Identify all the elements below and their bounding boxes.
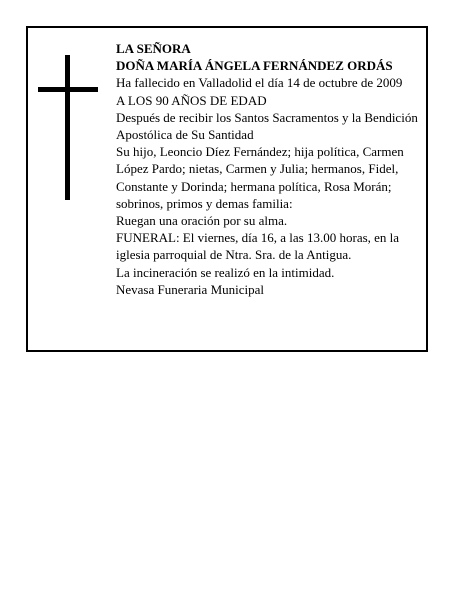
cross-vertical-bar xyxy=(65,55,70,200)
cross-horizontal-bar xyxy=(38,87,98,92)
prayer-request: Ruegan una oración por su alma. xyxy=(116,213,288,229)
funeral-home: Nevasa Funeraria Municipal xyxy=(116,281,265,297)
age-line: A LOS 90 AÑOS DE EDAD xyxy=(116,92,267,108)
deceased-name: DOÑA MARÍA ÁNGELA FERNÁNDEZ ORDÁS xyxy=(116,58,393,74)
cremation-info: La incineración se realizó en la intimidad. xyxy=(116,264,335,280)
notice-body xyxy=(116,40,422,298)
sacraments-line: Después de recibir los Santos Sacramentos y la Bendición Apostólica de Su Santidad xyxy=(116,109,418,143)
cross-icon xyxy=(38,55,98,200)
death-info: Ha fallecido en Valladolid el día 14 de octubre de 2009 xyxy=(116,75,403,91)
obituary-notice xyxy=(26,26,428,352)
funeral-info: FUNERAL: El viernes, día 16, a las 13.00 horas, en la iglesia parroquial de Ntra. Sra. de la Antigua. xyxy=(116,230,400,263)
family-line: Su hijo, Leoncio Díez Fernández; hija política, Carmen López Pardo; nietas, Carmen y Julia; hermanos, Fidel, Constante y Dorinda; hermana política, Rosa Morán; sobrinos, primos y demas familia: xyxy=(116,144,404,211)
notice-header-title: LA SEÑORA xyxy=(116,41,191,56)
